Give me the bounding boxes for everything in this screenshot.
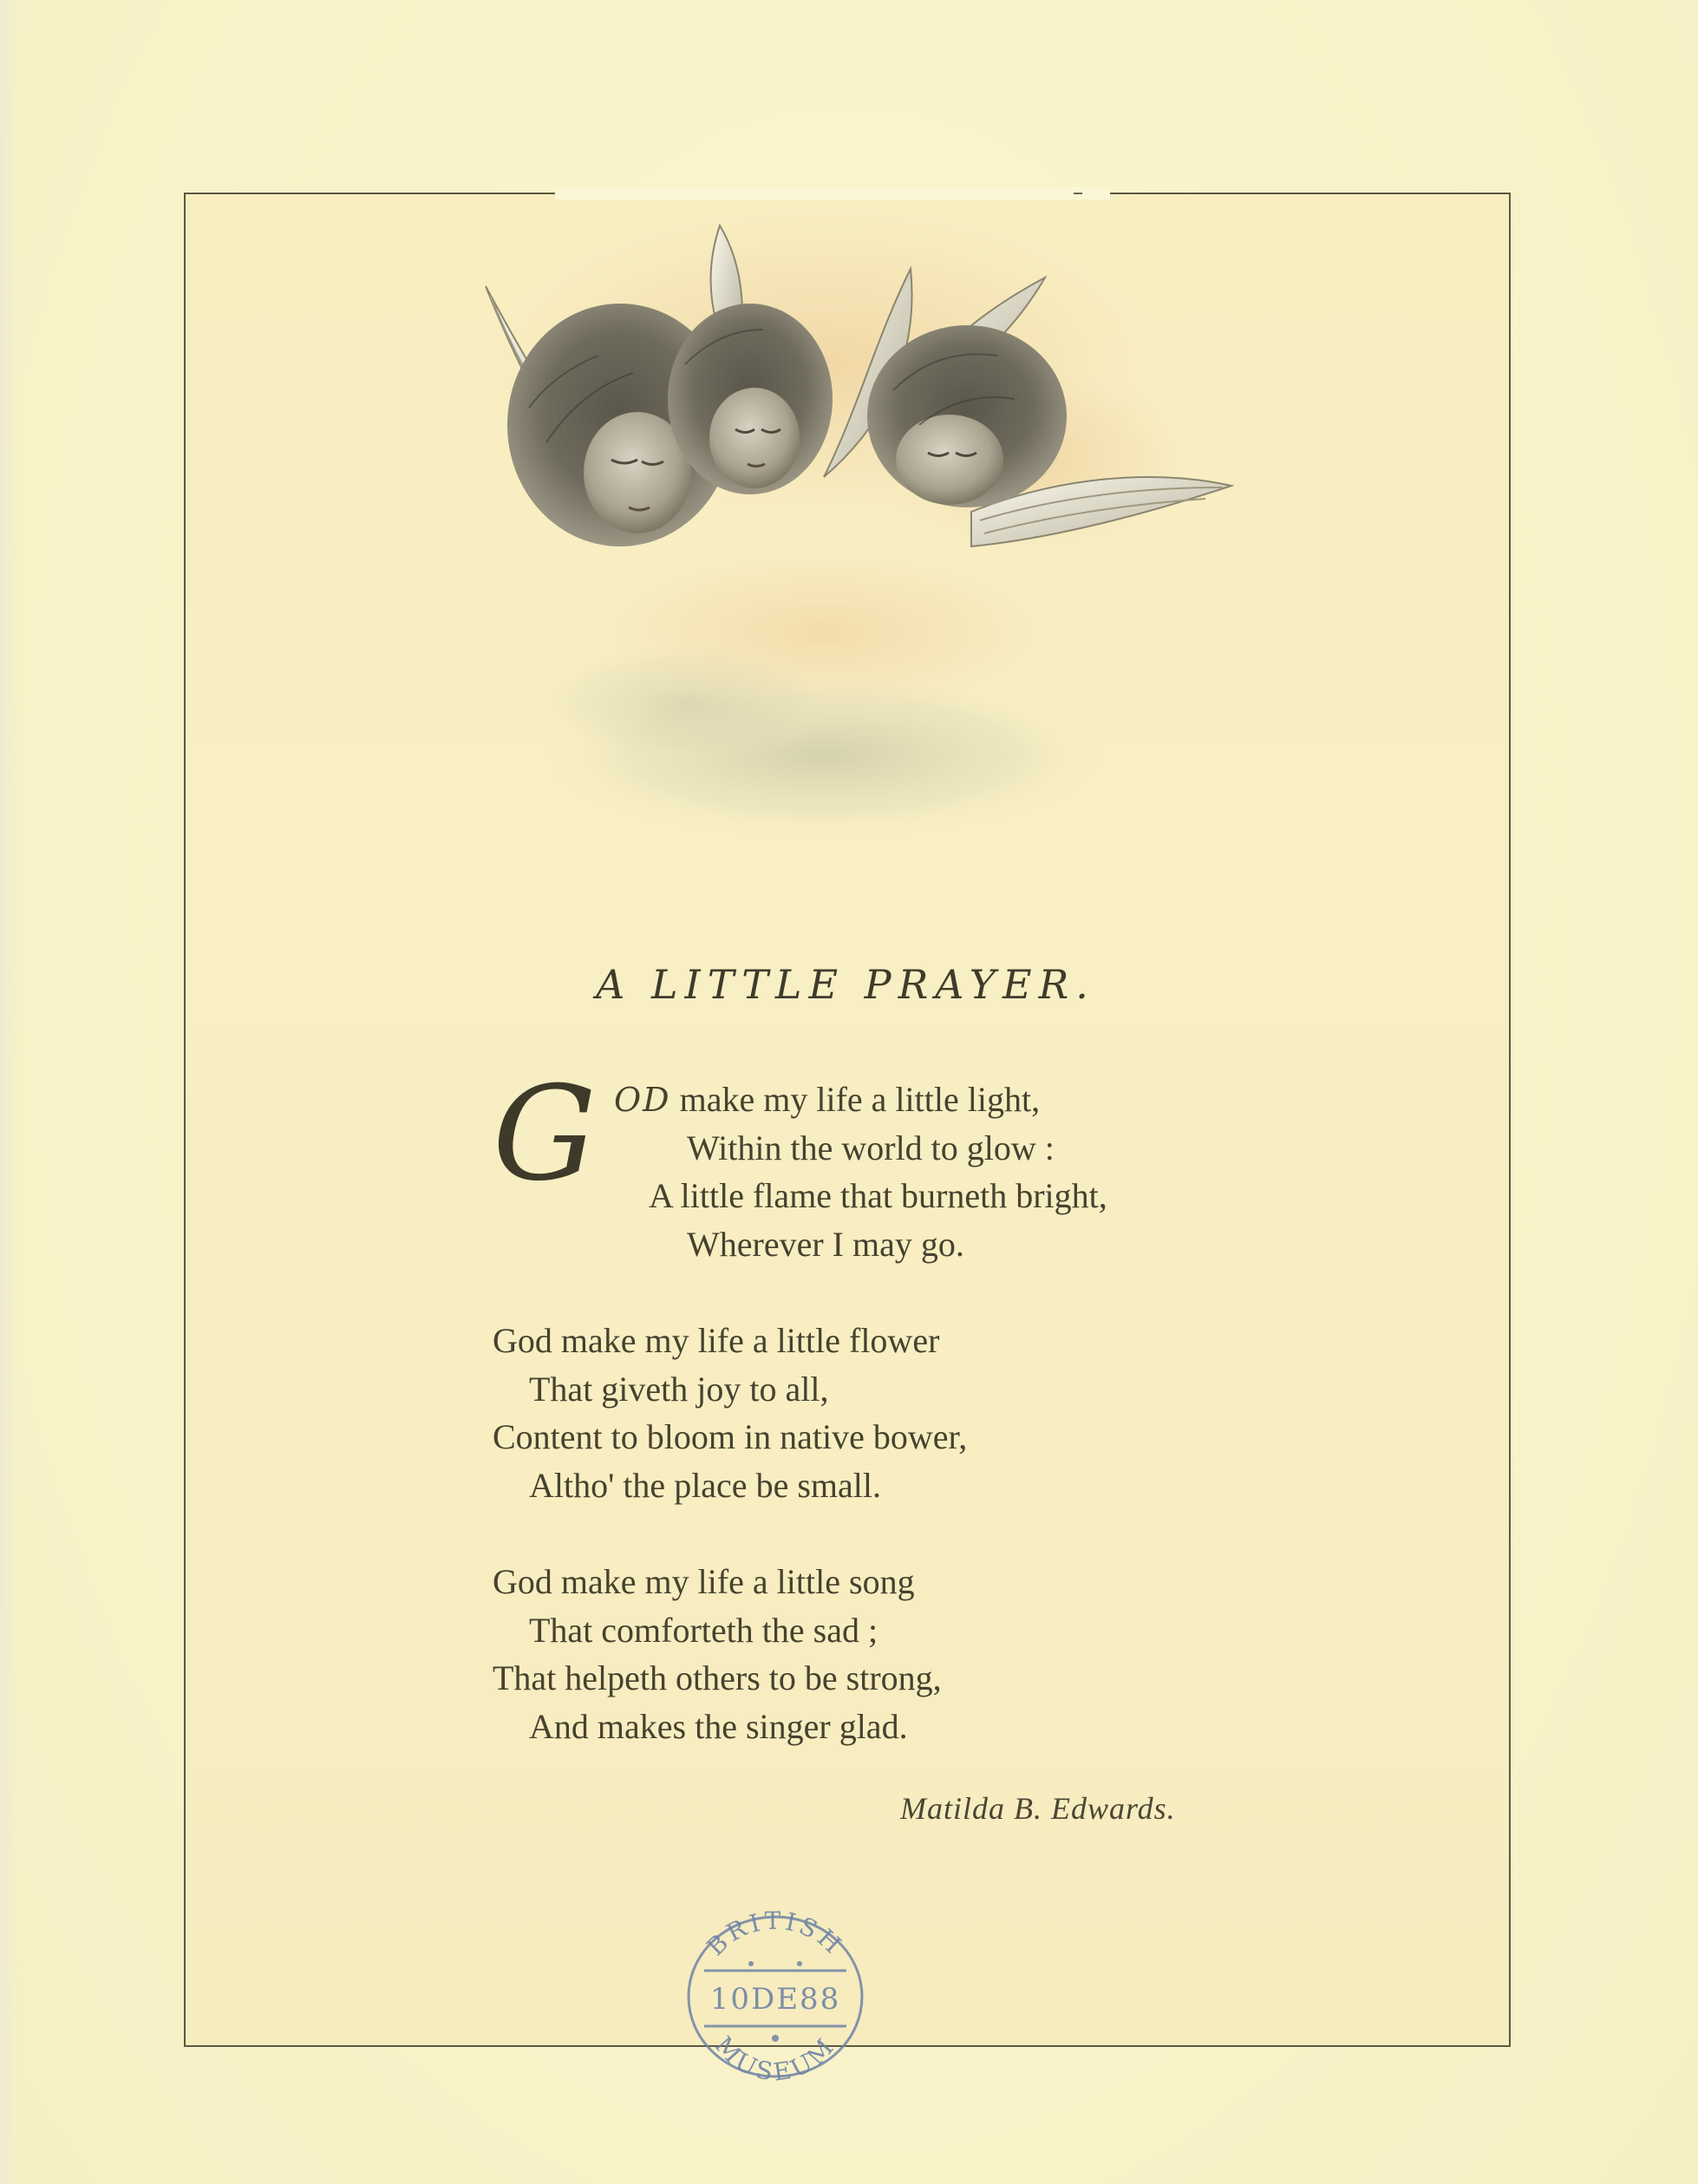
poem-line: Content to bloom in native bower,	[493, 1417, 968, 1456]
stanza-1	[493, 1059, 1342, 1268]
author-signature: Matilda B. Edwards.	[900, 1791, 1176, 1826]
cherubs-illustration	[373, 147, 1257, 876]
poem-title: A LITTLE PRAYER.	[596, 961, 1095, 1008]
poem-line: Wherever I may go.	[687, 1224, 964, 1264]
stanza-3	[493, 1558, 1342, 1750]
poem-line: That helpeth others to be strong,	[493, 1658, 942, 1697]
library-stamp	[676, 1900, 874, 2082]
poem-line: And makes the singer glad.	[529, 1706, 908, 1746]
poem-line: Within the world to glow :	[687, 1128, 1055, 1167]
poem-line: A little flame that burneth bright,	[649, 1176, 1107, 1215]
page-edge	[0, 0, 19, 2184]
poem-line: That giveth joy to all,	[529, 1369, 829, 1409]
stamp-middle-text: 10DE88	[709, 1982, 841, 2017]
poem-line	[493, 1076, 1342, 1124]
cherub-face-center	[709, 388, 800, 488]
stamp-bottom-text: MUSEUM	[709, 2030, 842, 2082]
poem-line: God make my life a little flower	[493, 1321, 940, 1360]
cloud-grey-left	[529, 642, 841, 763]
first-word-rest: OD	[614, 1081, 671, 1119]
stanza-2	[493, 1317, 1342, 1509]
stamp-top-text: BRITISH	[701, 1906, 850, 1962]
poem-line: God make my life a little song	[493, 1562, 915, 1601]
poem-line: Altho' the place be small.	[529, 1465, 881, 1505]
drop-cap-letter: G	[493, 1059, 597, 1210]
cherub-face-right	[896, 415, 1003, 505]
poem-line-text: make my life a little light,	[670, 1080, 1041, 1119]
poem-line: That comforteth the sad ;	[529, 1610, 878, 1650]
poem-body	[493, 1059, 1342, 1799]
